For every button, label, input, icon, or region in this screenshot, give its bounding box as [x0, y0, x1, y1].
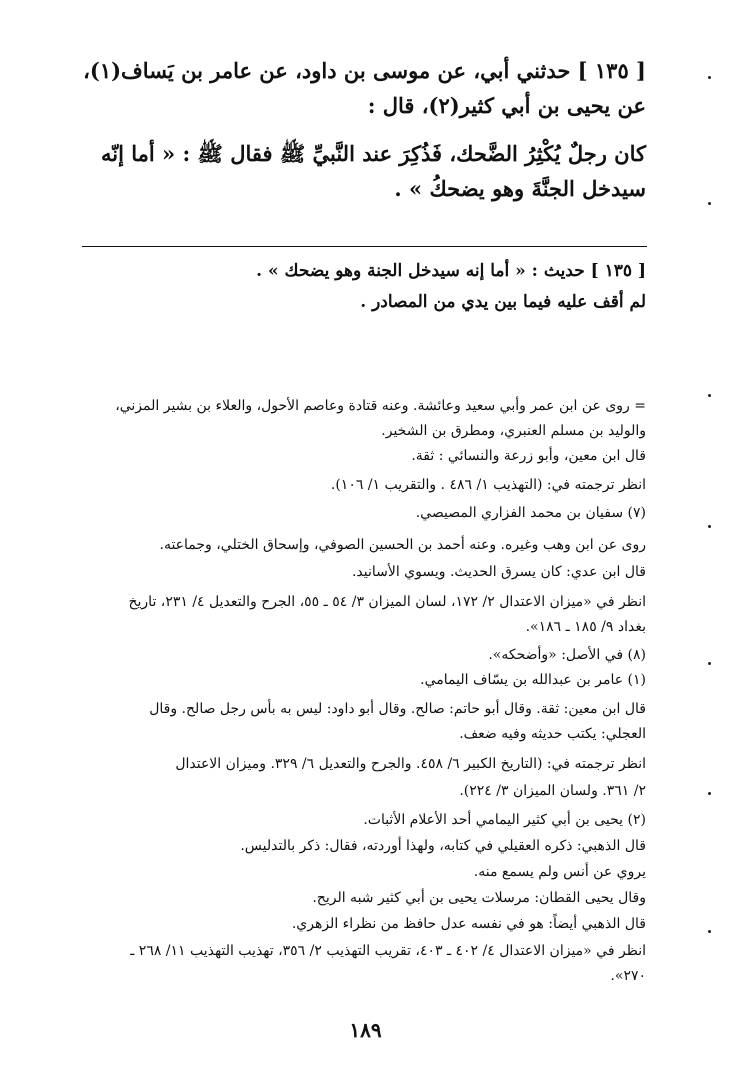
footnote-line: وقال يحيى القطان: مرسلات يحيى بن أبي كثير شبه الريح.	[312, 890, 646, 906]
page-number: ١٨٩	[349, 1018, 382, 1042]
footnote-line: ٢/ ٣٦١. ولسان الميزان ٣/ ٢٢٤).	[459, 783, 646, 799]
margin-dot	[708, 930, 711, 933]
hadith-line-4: سيدخل الجنَّةَ وهو يضحكُ » .	[394, 176, 646, 201]
footnote-line: يروي عن أنس ولم يسمع منه.	[473, 864, 646, 880]
footnote-line: قال ابن معين، وأبو زرعة والنسائي : ثقة.	[411, 448, 646, 464]
margin-dot	[708, 525, 711, 528]
footnote-line: قال الذهبي: ذكره العقيلي في كتابه، ولهذا أوردته، فقال: ذكر بالتدليس.	[240, 838, 646, 854]
hadith-line-1: [ ١٣٥ ] حدثني أبي، عن موسى بن داود، عن عامر بن يَساف(١)،	[83, 58, 646, 83]
footnote-line: قال ابن معين: ثقة. وقال أبو حاتم: صالح. وقال أبو داود: ليس به بأس رجل صالح. وقال	[149, 701, 646, 717]
footnote-line: (٧) سفيان بن محمد الفزاري المصيصي.	[415, 505, 646, 521]
footnote-line: (٨) في الأصل: «وأضحكه».	[488, 647, 646, 663]
footnote-line: = روى عن ابن عمر وأبي سعيد وعائشة. وعنه قتادة وعاصم الأحول، والعلاء بن بشير المزني،	[115, 398, 646, 414]
footnote-line: والوليد بن مسلم العنبري، ومطرق بن الشخير.	[381, 423, 646, 439]
footnote-line: (٢) يحيى بن أبي كثير اليمامي أحد الأعلام الأثبات.	[363, 812, 646, 828]
footnote-line: انظر ترجمته في: (التاريخ الكبير ٦/ ٤٥٨. والجرح والتعديل ٦/ ٣٢٩. وميزان الاعتدال	[175, 756, 646, 772]
margin-dot	[708, 76, 711, 79]
footnote-line: بغداد ٩/ ١٨٥ ـ ١٨٦».	[525, 619, 646, 635]
footnote-line: قال الذهبي أيضاً: هو في نفسه عدل حافظ من نظراء الزهري.	[291, 916, 646, 932]
hadith-line-3: كان رجلٌ يُكْثِرُ الضَّحك، فَذُكِرَ عند النَّبيِّ ﷺ فقال ﷺ : « أما إنّه	[100, 141, 646, 166]
margin-dot	[708, 792, 711, 795]
commentary-line-1: [ ١٣٥ ] حديث : « أما إنه سيدخل الجنة وهو يضحك » .	[256, 261, 646, 281]
margin-dot	[708, 662, 711, 665]
margin-dot	[708, 394, 711, 397]
footnote-line: انظر في «ميزان الاعتدال ٤/ ٤٠٢ ـ ٤٠٣، تقريب التهذيب ٢/ ٣٥٦، تهذيب التهذيب ١١/ ٢٦٨ ـ	[130, 943, 646, 959]
footnote-separator	[82, 246, 647, 247]
commentary-line-2: لم أقف عليه فيما بين يدي من المصادر .	[360, 292, 646, 312]
footnote-line: روى عن ابن وهب وغيره. وعنه أحمد بن الحسين الصوفي، وإسحاق الختلي، وجماعته.	[159, 537, 646, 553]
footnote-line: ٢٧٠».	[610, 968, 646, 984]
footnote-line: انظر ترجمته في: (التهذيب ١/ ٤٨٦ . والتقريب ١/ ١٠٦).	[330, 477, 646, 493]
hadith-line-2: عن يحيى بن أبي كثير(٢)، قال :	[367, 93, 646, 118]
footnote-line: انظر في «ميزان الاعتدال ٢/ ١٧٢، لسان الميزان ٣/ ٥٤ ـ ٥٥، الجرح والتعديل ٤/ ٢٣١، تاريخ	[128, 594, 646, 610]
footnote-line: قال ابن عدي: كان يسرق الحديث. ويسوي الأسانيد.	[351, 564, 646, 580]
footnote-line: (١) عامر بن عبدالله بن يسّاف اليمامي.	[420, 672, 646, 688]
margin-dot	[708, 202, 711, 205]
footnote-line: العجلي: يكتب حديثه وفيه ضعف.	[459, 726, 646, 742]
